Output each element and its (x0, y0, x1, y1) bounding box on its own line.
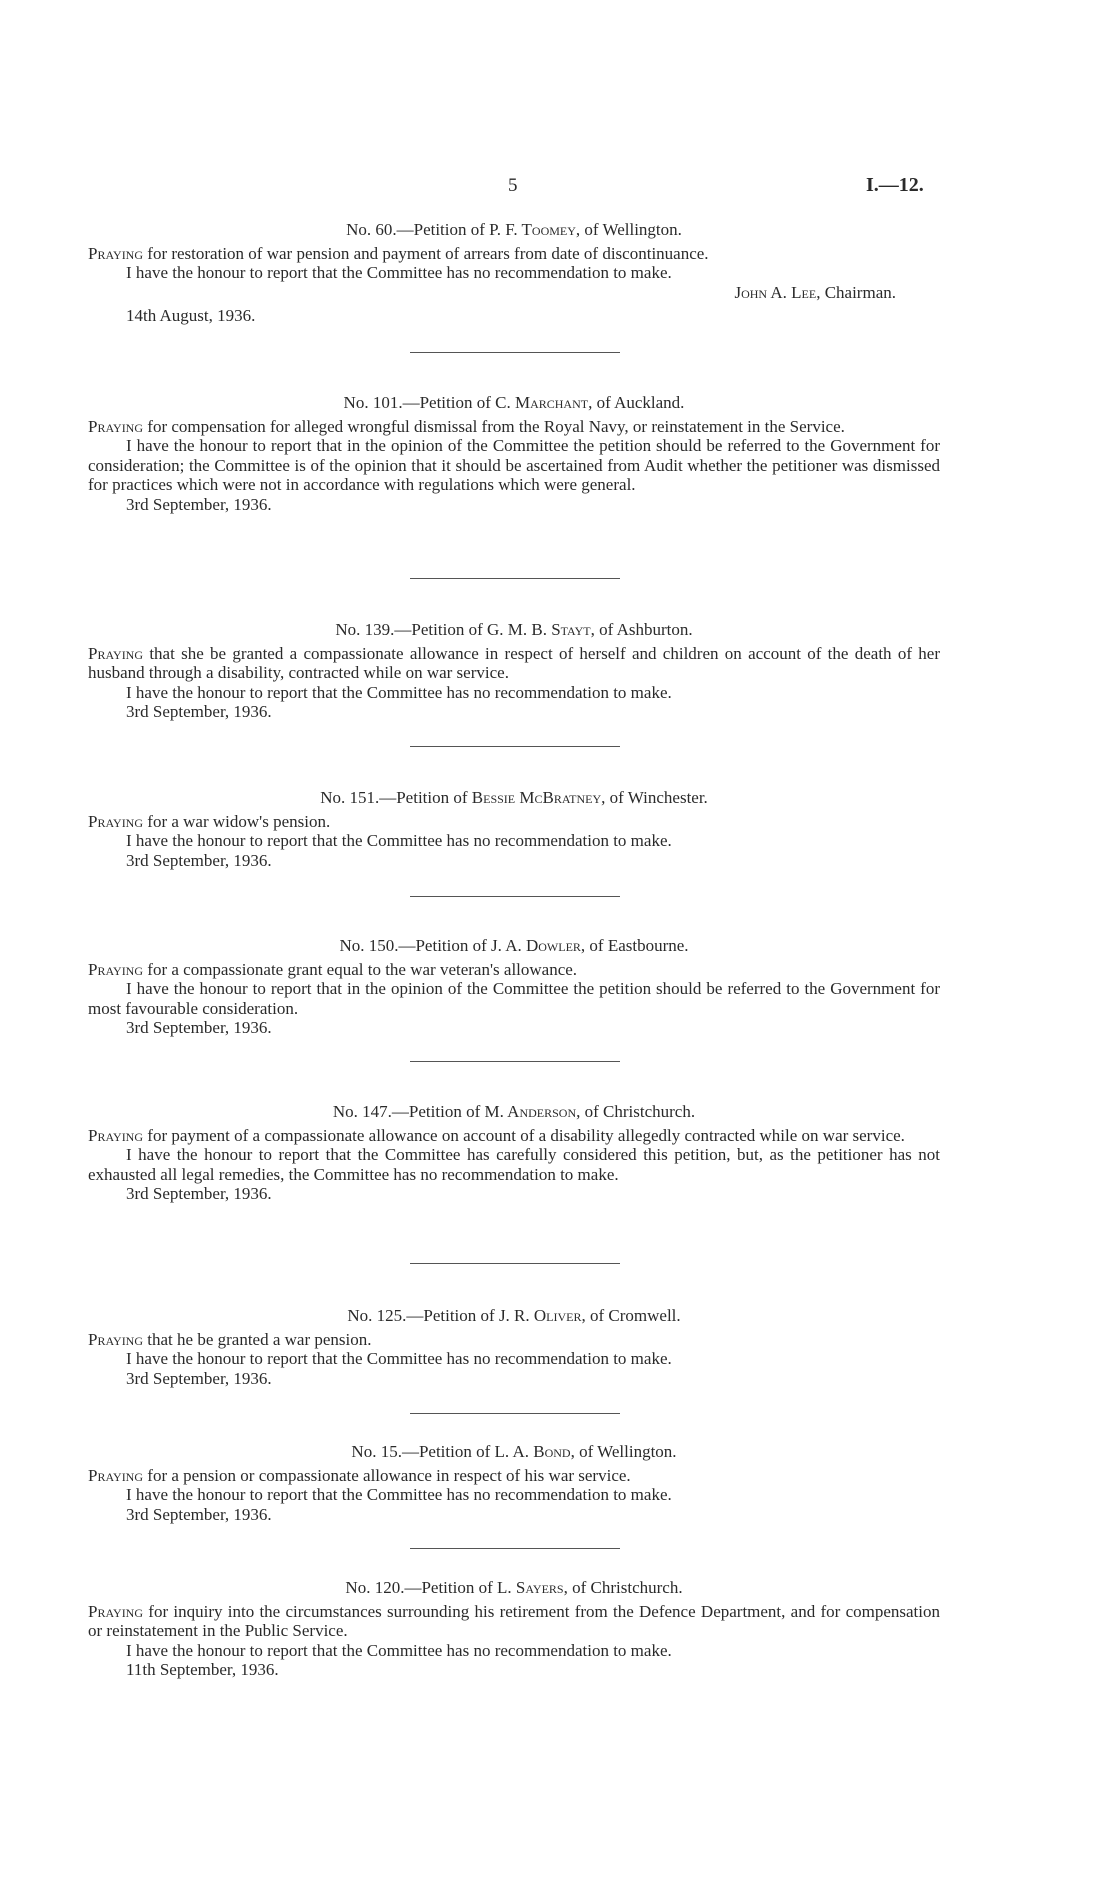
section-divider (410, 1061, 620, 1062)
praying-paragraph: Praying that she be granted a compassionate allowance in respect of herself and children on account of the death of her husband through a disability, contracted while on war service. (88, 643, 940, 682)
praying-paragraph: Praying for a compassionate grant equal to the war veteran's allowance. (88, 959, 578, 979)
section-divider (410, 896, 620, 897)
page-header (0, 176, 1114, 200)
petition-date: 3rd September, 1936. (126, 494, 272, 514)
report-paragraph: I have the honour to report that the Committee has carefully considered this petition, but, as the petitioner has not exhausted all legal remedies, the Committee has no recommendation to make. (88, 1145, 940, 1184)
signature: John A. Lee, Chairman. (734, 282, 896, 302)
report-paragraph: I have the honour to report that the Committee has no recommendation to make. (126, 1640, 672, 1660)
petition-139 (88, 620, 940, 722)
petition-title: No. 151.—Petition of Bessie McBratney, of Winchester. (320, 788, 708, 807)
petition-15 (88, 1442, 940, 1524)
section-divider (410, 578, 620, 579)
page-number: 5 (508, 175, 518, 196)
petition-title: No. 150.—Petition of J. A. Dowler, of Eastbourne. (339, 936, 689, 955)
petition-title: No. 139.—Petition of G. M. B. Stayt, of Ashburton. (335, 620, 693, 639)
petition-150 (88, 936, 940, 1038)
petition-date: 11th September, 1936. (126, 1660, 279, 1679)
petition-date: 14th August, 1936. (126, 306, 256, 325)
section-divider (410, 352, 620, 353)
petition-title: No. 147.—Petition of M. Anderson, of Christchurch. (332, 1102, 696, 1121)
document-reference: I.—12. (866, 174, 924, 196)
section-divider (410, 1413, 620, 1414)
report-paragraph: I have the honour to report that the Committee has no recommendation to make. (126, 263, 672, 282)
praying-paragraph: Praying for a pension or compassionate allowance in respect of his war service. (88, 1465, 631, 1485)
report-paragraph: I have the honour to report that in the opinion of the Committee the petition should be referred to the Government for most favourable consideration. (88, 979, 940, 1018)
petition-151 (88, 788, 940, 870)
report-paragraph: I have the honour to report that the Committee has no recommendation to make. (126, 1485, 672, 1504)
section-divider (410, 746, 620, 747)
petition-title: No. 125.—Petition of J. R. Oliver, of Cromwell. (347, 1306, 681, 1325)
petition-title: No. 15.—Petition of L. A. Bond, of Wellington. (351, 1442, 677, 1461)
petition-title: No. 60.—Petition of P. F. Toomey, of Wellington. (346, 220, 682, 239)
report-paragraph: I have the honour to report that the Committee has no recommendation to make. (126, 682, 672, 702)
praying-paragraph: Praying that he be granted a war pension. (88, 1329, 372, 1349)
praying-paragraph: Praying for compensation for alleged wrongful dismissal from the Royal Navy, or reinstatement in the Service. (88, 416, 845, 436)
praying-paragraph: Praying for restoration of war pension and payment of arrears from date of discontinuance. (88, 243, 709, 263)
petition-title: No. 101.—Petition of C. Marchant, of Auckland. (343, 393, 685, 412)
petition-date: 3rd September, 1936. (126, 702, 272, 721)
petition-title: No. 120.—Petition of L. Sayers, of Christchurch. (345, 1578, 683, 1597)
petition-147 (88, 1102, 940, 1204)
petition-125 (88, 1306, 940, 1388)
petition-60 (88, 220, 940, 326)
petition-date: 3rd September, 1936. (126, 850, 272, 870)
petition-date: 3rd September, 1936. (126, 1018, 272, 1037)
praying-paragraph: Praying for inquiry into the circumstances surrounding his retirement from the Defence Department, and for compensation or reinstatement in the Public Service. (88, 1601, 940, 1640)
petition-date: 3rd September, 1936. (126, 1368, 272, 1388)
petition-date: 3rd September, 1936. (126, 1504, 272, 1524)
section-divider (410, 1548, 620, 1549)
praying-paragraph: Praying for payment of a compassionate allowance on account of a disability allegedly contracted while on war service. (88, 1125, 905, 1145)
petition-120 (88, 1578, 940, 1680)
section-divider (410, 1263, 620, 1264)
report-paragraph: I have the honour to report that the Committee has no recommendation to make. (126, 1349, 672, 1368)
report-paragraph: I have the honour to report that in the opinion of the Committee the petition should be referred to the Government for consideration; the Committee is of the opinion that it should be ascertained from Audit whether the petitioner was dismissed for practices which were not in accordance with regulations which were general. (88, 436, 940, 494)
praying-paragraph: Praying for a war widow's pension. (88, 811, 331, 831)
petition-date: 3rd September, 1936. (126, 1184, 272, 1203)
petition-101 (88, 393, 940, 514)
report-paragraph: I have the honour to report that the Committee has no recommendation to make. (126, 831, 672, 850)
